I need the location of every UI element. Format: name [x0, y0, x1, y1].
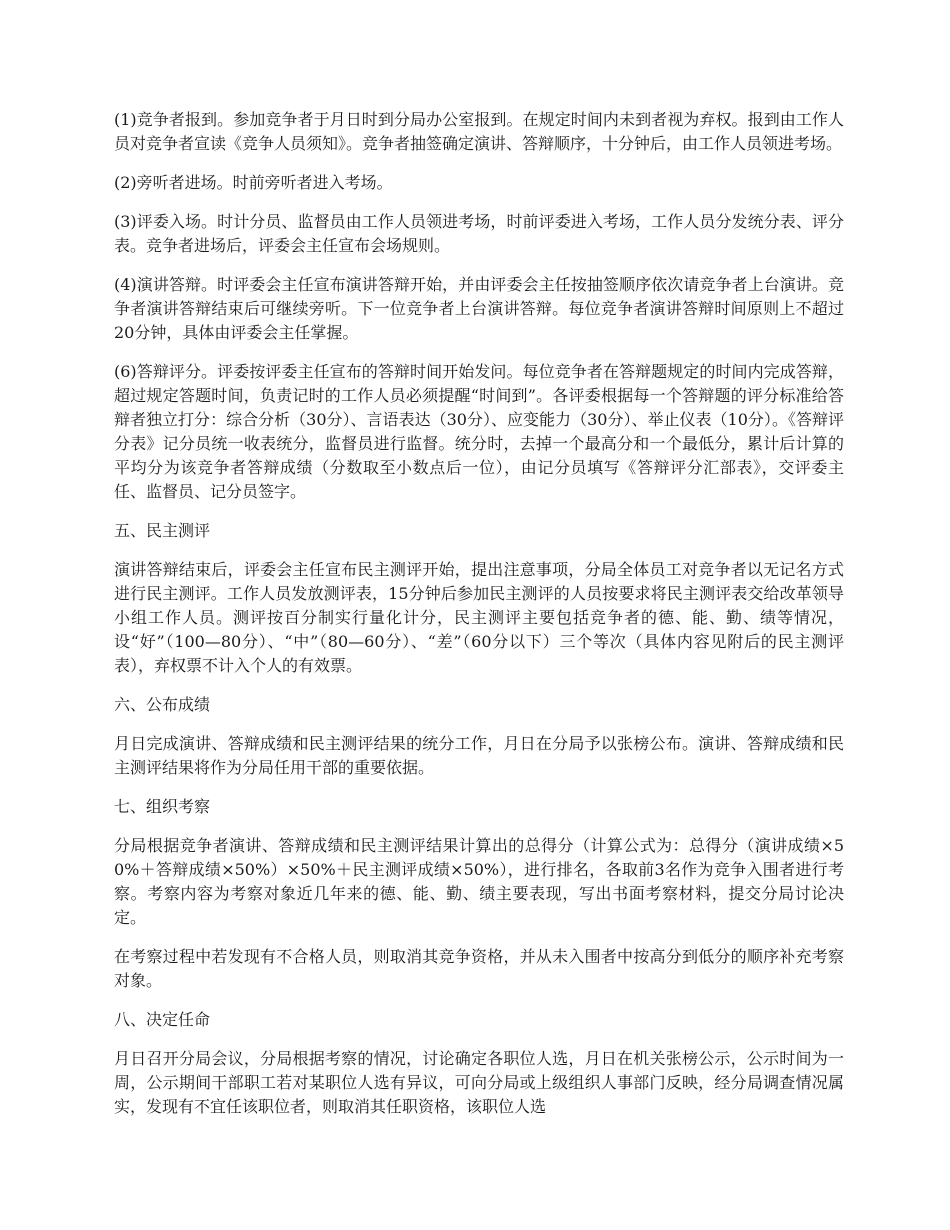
section-heading-organizational-inspection: 七、组织考察 — [114, 797, 211, 816]
section-heading-democratic-evaluation: 五、民主测评 — [114, 521, 211, 540]
section-heading-publish-results: 六、公布成绩 — [114, 695, 211, 714]
paragraph-democratic-evaluation: 演讲答辩结束后，评委会主任宣布民主测评开始，提出注意事项，分局全体员工对竞争者以无记名方式进行民主测评。工作人员发放测评表，15分钟后参加民主测评的人员按要求将民主测评表交给改革领导小组工作人员。测评按百分制实行量化计分，民主测评主要包括竞争者的德、能、勤、绩等情况，设“好”（100—80分）、“中”（80—60分）、“差”（60分以下）三个等次（具体内容见附后的民主测评表），弃权票不计入个人的有效票。 — [114, 560, 844, 675]
paragraph-check-in: (1)竞争者报到。参加竞争者于月日时到分局办公室报到。在规定时间内未到者视为弃权。报到由工作人员对竞争者宣读《竞争人员须知》。竞争者抽签确定演讲、答辩顺序，十分钟后，由工作人员领进考场。 — [114, 110, 844, 153]
document-body — [114, 108, 844, 1134]
paragraph-audience-entry: (2)旁听者进场。时前旁听者进入考场。 — [114, 173, 393, 192]
paragraph-judges-entry: (3)评委入场。时计分员、监督员由工作人员领进考场，时前评委进入考场，工作人员分发统分表、评分表。竞争者进场后，评委会主任宣布会场规则。 — [114, 212, 844, 255]
paragraph-total-score: 分局根据竞争者演讲、答辩成绩和民主测评结果计算出的总得分（计算公式为：总得分（演讲成绩×50%＋答辩成绩×50%）×50%＋民主测评成绩×50%），进行排名，各取前3名作为竞争入围者进行考察。考察内容为考察对象近几年来的德、能、勤、绩主要表现，写出书面考察材料，提交分局讨论决定。 — [114, 836, 844, 927]
paragraph-speech-defense: (4)演讲答辩。时评委会主任宣布演讲答辩开始，并由评委会主任按抽签顺序依次请竞争者上台演讲。竞争者演讲答辩结束后可继续旁听。下一位竞争者上台演讲答辩。每位竞争者演讲答辩时间原则上不超过20分钟，具体由评委会主任掌握。 — [114, 275, 844, 342]
paragraph-disqualification: 在考察过程中若发现有不合格人员，则取消其竞争资格，并从未入围者中按高分到低分的顺序补充考察对象。 — [114, 947, 844, 990]
paragraph-publish-results: 月日完成演讲、答辩成绩和民主测评结果的统分工作，月日在分局予以张榜公布。演讲、答辩成绩和民主测评结果将作为分局任用干部的重要依据。 — [114, 734, 844, 777]
paragraph-appointment-decision: 月日召开分局会议，分局根据考察的情况，讨论确定各职位人选，月日在机关张榜公示，公示时间为一周，公示期间干部职工若对某职位人选有异议，可向分局或上级组织人事部门反映，经分局调查情况属实，发现有不宜任该职位者，则取消其任职资格，该职位人选 — [114, 1049, 844, 1116]
paragraph-defense-scoring: (6)答辩评分。评委按评委主任宣布的答辩时间开始发问。每位竞争者在答辩题规定的时间内完成答辩，超过规定答题时间，负责记时的工作人员必须提醒“时间到”。各评委根据每一个答辩题的评分标准给答辩者独立打分：综合分析（30分）、言语表达（30分）、应变能力（30分）、举止仪表（10分）。《答辩评分表》记分员统一收表统分，监督员进行监督。统分时，去掉一个最高分和一个最低分，累计后计算的平均分为该竞争者答辩成绩（分数取至小数点后一位），由记分员填写《答辩评分汇部表》，交评委主任、监督员、记分员签字。 — [114, 362, 844, 501]
section-heading-appointment-decision: 八、决定任命 — [114, 1010, 211, 1029]
